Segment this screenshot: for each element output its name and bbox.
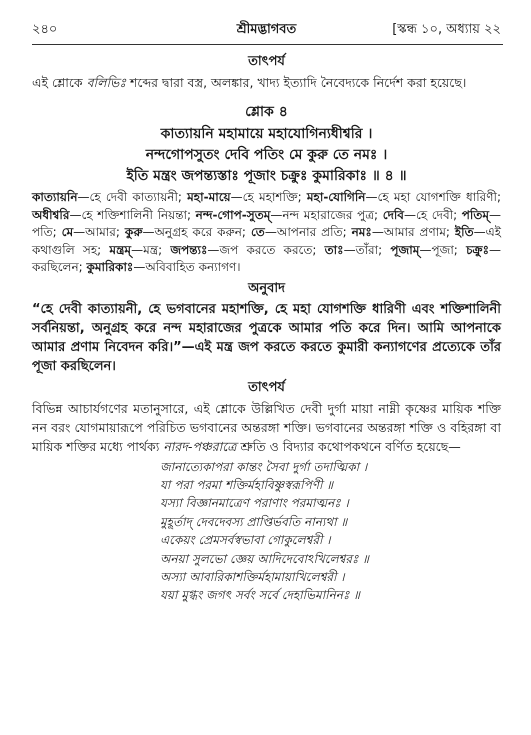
synonym-term: ইতি [454, 225, 474, 239]
synonym-meaning: —হে মহাশক্তি; [230, 190, 307, 204]
synonym-term: মন্ত্রম্ [109, 242, 132, 257]
synonym-meaning: —পতি; [32, 207, 501, 239]
quote-line: যয়া মুগ্ধং জগৎ সর্বং সর্বে দেহাভিমানিনঃ ॥ [160, 588, 360, 603]
synonym-meaning: —জপ করতে করতে; [207, 242, 325, 257]
translation-text: “হে দেবী কাত্যায়নী, হে ভগবানের মহাশক্তি, হে মহা যোগশক্তি ধারিণী এবং শক্তিশালিনী সর্বনিয়ন্তা, অনুগ্রহ করে নন্দ মহারাজের পুত্রকে আমার পতি করে দিন। আমি আপনাকে আমার প্রণাম নিবেদন করি।”—এই মন্ত্র জপ করতে করতে কুমারী কন্যাগণের প্রত্যেকে তাঁর পূজা করছিলেন। [32, 301, 501, 374]
running-header [32, 18, 501, 40]
book-title: শ্রীমদ্ভাগবত [236, 22, 297, 37]
synonym-term: জপন্ত্যঃ [170, 242, 208, 257]
synonym-term: মে [61, 225, 74, 239]
synonym-term: নন্দ-গোপ-সুতম্ [195, 207, 271, 222]
quote-line: যা পরা পরমা শক্তির্মহাবিষ্ণুস্বরূপিণী ॥ [160, 477, 334, 492]
chapter-reference: [স্কন্ধ ১০, অধ্যায় ২২ [392, 22, 501, 37]
synonym-meaning: —হে দেবী; [404, 207, 462, 222]
synonym-term: কুমারিকাঃ [86, 260, 134, 274]
verse-heading: শ্লোক ৪ [245, 104, 288, 120]
synonym-meaning: —এই কথাগুলি সহ; [32, 225, 501, 257]
header-divider [32, 44, 503, 45]
synonym-meaning: —করছিলেন; [32, 242, 501, 274]
purport-paragraph: এই শ্লোকে বলিভিঃ শব্দের দ্বারা বস্ত্র, অলঙ্কার, খাদ্য ইত্যাদি নৈবেদ্যকে নির্দেশ করা হয়েছে। [32, 75, 467, 90]
synonym-term: অধীশ্বরি [32, 207, 70, 222]
synonym-meaning: —পূজা; [419, 242, 467, 257]
synonym-meaning: —হে দেবী কাত্যায়নী; [77, 190, 188, 204]
page-number: ২৪০ [32, 22, 58, 37]
synonym-meaning: —অবিবাহিত কন্যাগণ। [133, 260, 241, 274]
quote-line: জানাত্যেকাপরা কান্তং সৈবা দুর্গা তদাত্মিকা । [160, 459, 368, 474]
translation-heading: অনুবাদ [248, 280, 285, 296]
quote-line: একেয়ং প্রেমসর্বস্বভাবা গোকুলেশ্বরী । [160, 533, 331, 548]
synonym-term: মহা-যোগিনি [306, 190, 366, 204]
synonym-meaning: —অনুগ্রহ করে করুন; [142, 225, 251, 239]
synonym-term: কাত্যায়নি [32, 190, 78, 204]
word-for-word-synonyms [32, 189, 501, 277]
synonym-term: পূজাম্ [390, 242, 420, 257]
quote-line: অস্যা আবারিকাশক্তির্মহামায়াখিলেশ্বরী । [160, 569, 345, 584]
synonym-meaning: —আমার; [73, 225, 125, 239]
synonym-term: নমঃ [351, 225, 372, 239]
verse-line-1: কাত্যায়নি মহামায়ে মহাযোগিন্যধীশ্বরি । [160, 126, 373, 142]
synonym-meaning: —মন্ত্র; [131, 242, 171, 257]
purport-heading: তাৎপর্য [248, 54, 285, 69]
quote-line: যস্যা বিজ্ঞানমাত্রেণ পরাণাং পরমাত্মনঃ । [160, 496, 349, 511]
synonym-term: তে [250, 225, 265, 239]
synonym-term: দেবি [382, 207, 404, 222]
synonym-term: পতিম্ [461, 207, 489, 222]
purport-paragraph-2: বিভিন্ন আচার্যগণের মতানুসারে, এই শ্লোকে উল্লিখিত দেবী দুর্গা মায়া নাম্নী কৃষ্ণের মায়িক শক্তি নন বরং যোগমায়ারূপে পরিচিত ভগবানের অন্তরঙ্গা শক্তি। ভগবানের অন্তরঙ্গা শক্তি ও বহিরঙ্গা বা মায়িক শক্তির মধ্যে পার্থক্য নারদ-পঞ্চরাত্রে শ্রুতি ও বিদ্যার কথোপকথনে বর্ণিত হয়েছে— [32, 400, 501, 454]
synonym-meaning: —আপনার প্রতি; [264, 225, 352, 239]
synonym-meaning: —হে শক্তিশালিনী নিয়ন্তা; [69, 207, 196, 222]
verse-line-2: নন্দগোপসুতং দেবি পতিং মে কুরু তে নমঃ । [145, 147, 388, 163]
synonym-term: তাঃ [324, 242, 344, 257]
sanskrit-quotation [32, 458, 501, 605]
synonym-meaning: —হে মহা যোগশক্তি ধারিণী; [365, 190, 501, 204]
quote-line: মুহূর্তাদ্ দেবদেবস্য প্রাপ্তির্ভবতি নান্যথা ॥ [160, 514, 348, 529]
synonym-term: চক্রুঃ [466, 242, 489, 257]
synonym-term: কুরু [124, 225, 143, 239]
verse-line-3: ইতি মন্ত্রং জপন্ত্যস্তাঃ পূজাং চক্রুঃ কুমারিকাঃ ॥ ৪ ॥ [126, 168, 407, 184]
synonym-meaning: —আমার প্রণাম; [371, 225, 455, 239]
synonym-meaning: —তাঁরা; [343, 242, 391, 257]
quote-line: অনয়া সুলভো জ্ঞেয় আদিদেবোঽখিলেশ্বরঃ ॥ [160, 551, 369, 566]
synonym-term: মহা-মায়ে [187, 190, 231, 204]
purport-heading-2: তাৎপর্য [248, 379, 285, 395]
synonym-meaning: —নন্দ মহারাজের পুত্র; [270, 207, 383, 222]
